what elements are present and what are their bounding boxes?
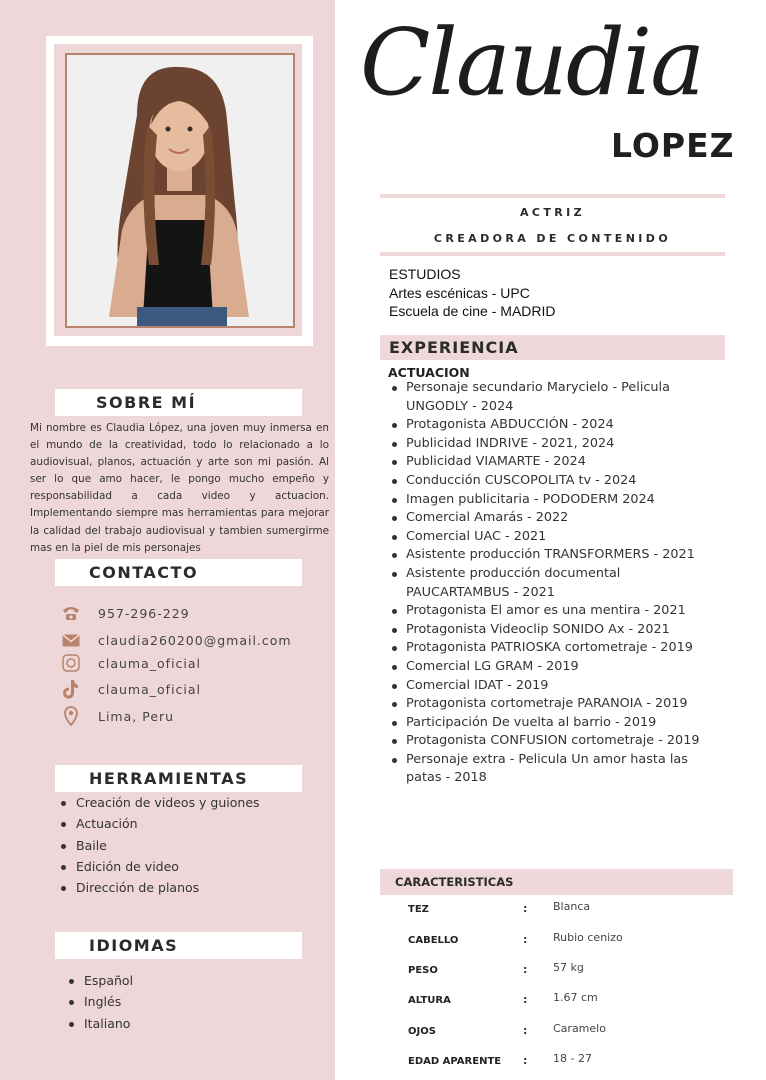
studies-item: Escuela de cine - MADRID <box>389 303 556 320</box>
list-item: Baile <box>59 835 260 856</box>
studies-item: Artes escénicas - UPC <box>389 284 530 301</box>
list-item: Dirección de planos <box>59 877 260 898</box>
contact-location-text: Lima, Peru <box>98 708 175 724</box>
mail-icon <box>60 629 82 651</box>
divider-bottom <box>380 252 725 256</box>
contact-location <box>60 705 320 727</box>
list-item: Edición de video <box>59 856 260 877</box>
characteristic-separator: : <box>523 963 528 976</box>
about-heading: SOBRE MÍ <box>55 389 302 416</box>
instagram-icon <box>60 652 82 674</box>
characteristic-row <box>408 931 728 951</box>
list-item: Protagonista PATRIOSKA cortometraje - 2019 <box>389 639 709 658</box>
list-item: Protagonista cortometraje PARANOIA - 2019 <box>389 695 709 714</box>
characteristic-separator: : <box>523 1024 528 1037</box>
characteristic-separator: : <box>523 993 528 1006</box>
role-1: ACTRIZ <box>519 206 586 219</box>
studies-section <box>389 265 556 321</box>
languages-heading: IDIOMAS <box>55 932 302 959</box>
list-item: Inglés <box>67 991 133 1012</box>
characteristic-row <box>408 961 728 981</box>
list-item: Publicidad INDRIVE - 2021, 2024 <box>389 435 709 454</box>
studies-title: ESTUDIOS <box>389 266 461 282</box>
list-item: Publicidad VIAMARTE - 2024 <box>389 453 709 472</box>
role-2: CREADORA DE CONTENIDO <box>433 232 672 245</box>
phone-icon <box>60 602 82 624</box>
characteristic-key: EDAD APARENTE <box>408 1056 502 1067</box>
contact-phone-text: 957-296-229 <box>98 605 190 621</box>
characteristic-value: 57 kg <box>553 961 584 974</box>
characteristic-separator: : <box>523 1054 528 1067</box>
characteristic-row <box>408 991 728 1011</box>
characteristic-value: Rubio cenizo <box>553 931 623 944</box>
characteristic-value: 1.67 cm <box>553 991 598 1004</box>
list-item: Protagonista CONFUSION cortometraje - 2019 <box>389 732 709 751</box>
list-item: Asistente producción TRANSFORMERS - 2021 <box>389 546 709 565</box>
characteristic-key: PESO <box>408 965 438 976</box>
experience-list <box>389 379 709 788</box>
characteristic-separator: : <box>523 902 528 915</box>
last-name: LOPEZ <box>611 126 735 165</box>
location-pin-icon <box>60 705 82 727</box>
contact-phone[interactable] <box>60 602 320 624</box>
languages-list <box>67 970 133 1034</box>
list-item: Creación de videos y guiones <box>59 792 260 813</box>
characteristic-key: OJOS <box>408 1026 436 1037</box>
profile-photo <box>65 53 295 328</box>
characteristic-value: Blanca <box>553 900 591 913</box>
profile-photo-illustration <box>67 55 293 326</box>
characteristic-key: CABELLO <box>408 935 459 946</box>
list-item: Actuación <box>59 813 260 834</box>
characteristic-separator: : <box>523 933 528 946</box>
characteristics-heading: CARACTERISTICAS <box>380 869 733 895</box>
characteristic-row <box>408 1052 728 1072</box>
contact-heading: CONTACTO <box>55 559 302 586</box>
characteristic-key: TEZ <box>408 904 429 915</box>
contact-email-text: claudia260200@gmail.com <box>98 632 292 648</box>
list-item: Protagonista ABDUCCIÓN - 2024 <box>389 416 709 435</box>
contact-tiktok-text: clauma_oficial <box>98 681 202 697</box>
characteristic-value: Caramelo <box>553 1022 606 1035</box>
list-item: Personaje extra - Pelicula Un amor hasta las patas - 2018 <box>389 751 709 788</box>
list-item: Italiano <box>67 1013 133 1034</box>
list-item: Imagen publicitaria - PODODERM 2024 <box>389 491 709 510</box>
characteristic-key: ALTURA <box>408 995 451 1006</box>
list-item: Comercial UAC - 2021 <box>389 528 709 547</box>
divider-top <box>380 194 725 198</box>
list-item: Protagonista El amor es una mentira - 2021 <box>389 602 709 621</box>
contact-email[interactable] <box>60 629 320 651</box>
experience-subtitle: ACTUACION <box>388 365 470 380</box>
list-item: Comercial LG GRAM - 2019 <box>389 658 709 677</box>
list-item: Conducción CUSCOPOLITA tv - 2024 <box>389 472 709 491</box>
list-item: Comercial Amarás - 2022 <box>389 509 709 528</box>
list-item: Español <box>67 970 133 991</box>
first-name: Claudia <box>360 9 704 116</box>
list-item: Comercial IDAT - 2019 <box>389 677 709 696</box>
characteristic-row <box>408 1022 728 1042</box>
list-item: Personaje secundario Marycielo - Pelicula UNGODLY - 2024 <box>389 379 709 416</box>
experience-heading: EXPERIENCIA <box>380 335 725 360</box>
list-item: Asistente producción documental PAUCARTAMBUS - 2021 <box>389 565 709 602</box>
list-item: Protagonista Videoclip SONIDO Ax - 2021 <box>389 621 709 640</box>
characteristic-value: 18 - 27 <box>553 1052 592 1065</box>
tools-heading: HERRAMIENTAS <box>55 765 302 792</box>
characteristic-row <box>408 900 728 920</box>
contact-instagram-text: clauma_oficial <box>98 655 202 671</box>
about-text: Mi nombre es Claudia López, una joven muy inmersa en el mundo de la creatividad, todo lo relacionado a lo audiovisual, planos, actuación y arte son mi pasión. Al ser lo que amo hacer, le pongo mucho empeño y responsabilidad a cada video y actuacion. Implementando siempre mas herramientas para mejorar la calidad del trabajo audiovisual y tambien sumergirme mas en la piel de mis personajes <box>30 422 329 554</box>
contact-instagram[interactable] <box>60 652 320 674</box>
contact-tiktok[interactable] <box>60 678 320 700</box>
list-item: Participación De vuelta al barrio - 2019 <box>389 714 709 733</box>
tiktok-icon <box>60 678 82 700</box>
tools-list <box>59 792 260 898</box>
